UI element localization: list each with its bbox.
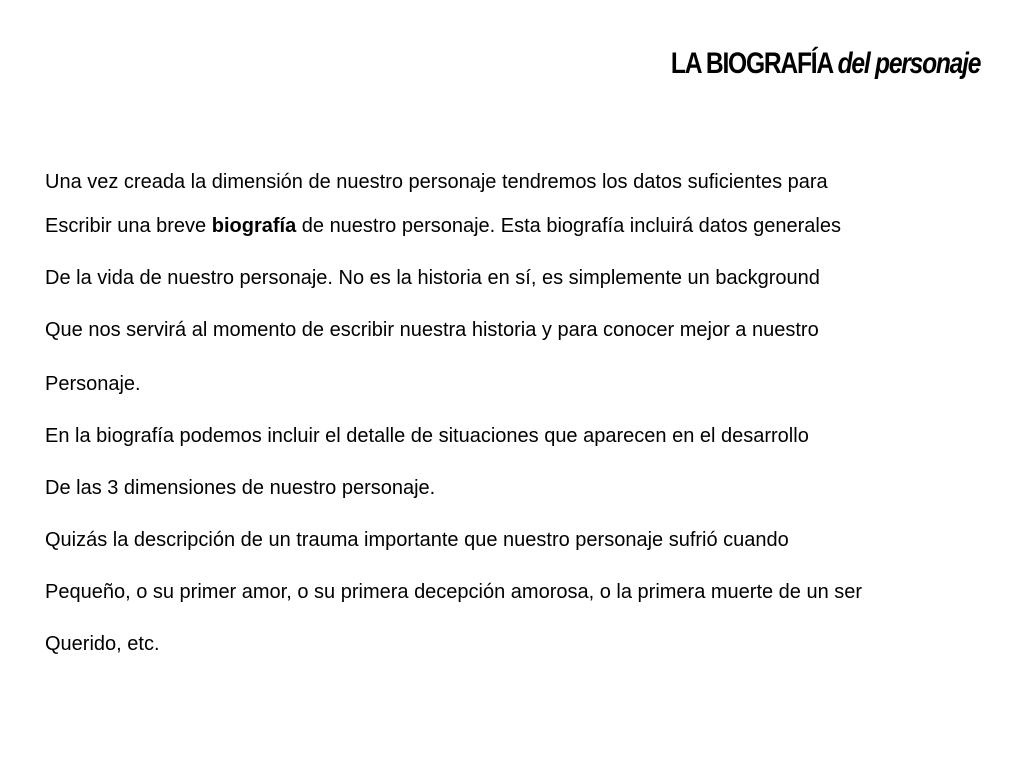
- title-main: LA BIOGRAFÍA: [670, 47, 832, 80]
- text-line-2-end: de nuestro personaje. Esta biografía incluirá datos generales: [296, 215, 841, 237]
- body-text: [45, 0, 1005, 768]
- text-line-2: [45, 214, 841, 238]
- text-line-3: De la vida de nuestro personaje. No es la historia en sí, es simplemente un background: [45, 267, 820, 289]
- text-line-9: Pequeño, o su primer amor, o su primera decepción amorosa, o la primera muerte de un ser: [45, 581, 863, 603]
- title-italic: del personaje: [837, 47, 980, 80]
- text-line-10: Querido, etc.: [45, 633, 160, 655]
- text-line-4: Que nos servirá al momento de escribir nuestra historia y para conocer mejor a nuestro: [45, 319, 819, 341]
- text-line-7: De las 3 dimensiones de nuestro personaje.: [45, 477, 436, 499]
- text-line-5: Personaje.: [45, 373, 141, 395]
- text-line-1: Una vez creada la dimensión de nuestro personaje tendremos los datos suficientes para: [45, 171, 828, 193]
- text-line-8: Quizás la descripción de un trauma importante que nuestro personaje sufrió cuando: [45, 529, 789, 551]
- text-line-2-start: Escribir una breve: [45, 215, 212, 237]
- bold-term-biografia: biografía: [211, 215, 297, 237]
- text-line-6: En la biografía podemos incluir el detalle de situaciones que aparecen en el desarrollo: [45, 425, 809, 447]
